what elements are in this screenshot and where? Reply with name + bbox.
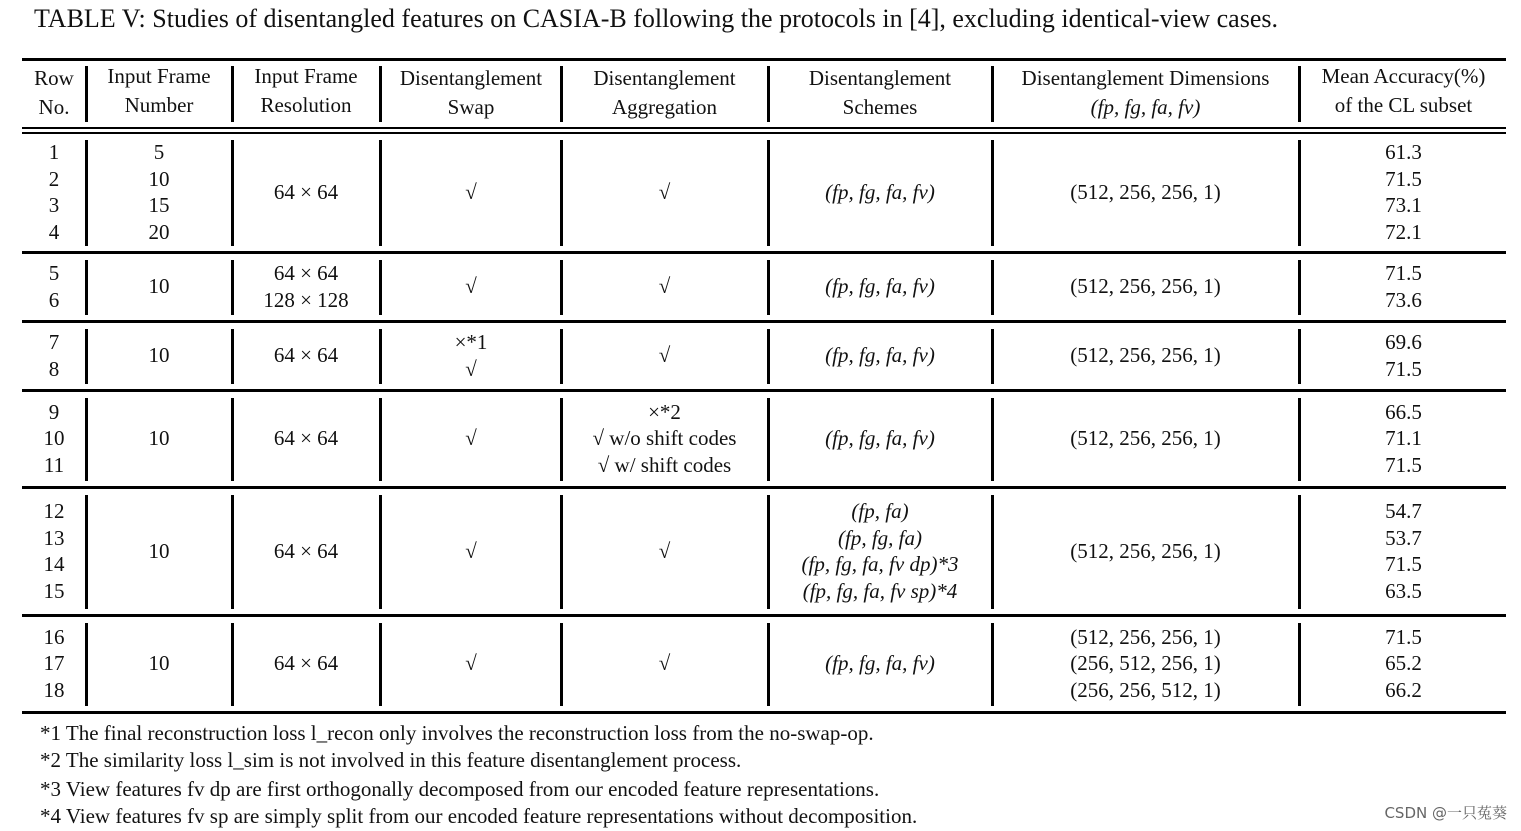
- swap-cell: √: [465, 426, 477, 451]
- accuracy-cell: 53.7: [1385, 525, 1422, 550]
- row-number: 18: [43, 677, 65, 702]
- group-rule: [22, 486, 1506, 489]
- row-number: 17: [43, 651, 65, 676]
- scheme-cell: (fp, fg, fa, fv): [825, 651, 935, 676]
- resolution-cell: 64 × 64: [273, 426, 339, 451]
- header-dimensions: Disentanglement Dimensions (fp, fg, fa, fv): [1021, 66, 1270, 119]
- accuracy-cell: 71.5: [1385, 552, 1422, 576]
- aggregation-cell: √: [658, 274, 671, 299]
- frame-number-cell: 15: [148, 193, 170, 217]
- dimensions-cell: (512, 256, 256, 1): [1070, 343, 1221, 368]
- footnote-1: *1 The final reconstruction loss l_recon only involves the reconstruction loss from the no-swap-op.: [40, 721, 874, 745]
- accuracy-cell: 63.5: [1385, 578, 1422, 603]
- top-rule: [22, 58, 1506, 61]
- header-swap: Disentanglement Swap: [399, 66, 543, 119]
- accuracy-cell: 73.1: [1385, 193, 1422, 217]
- accuracy-cell: 72.1: [1385, 219, 1422, 244]
- frame-number-cell: 10: [148, 538, 170, 563]
- aggregation-cell: √: [658, 179, 671, 204]
- scheme-cell: (fp, fg, fa, fv): [825, 426, 935, 451]
- scheme-cell: (fp, fg, fa): [838, 525, 922, 550]
- accuracy-cell: 71.5: [1385, 166, 1422, 191]
- row-number: 8: [48, 356, 60, 381]
- footnote-3: *3 View features fv dp are first orthogonally decomposed from our encoded feature representations.: [40, 777, 880, 801]
- aggregation-cell: √ w/o shift codes: [592, 426, 737, 451]
- bottom-rule: [22, 711, 1506, 714]
- dimensions-cell: (512, 256, 256, 1): [1070, 274, 1221, 299]
- table-caption: TABLE V: Studies of disentangled features on CASIA-B following the protocols in [4], excluding identical-view cases.: [34, 4, 1278, 33]
- dimensions-cell: (512, 256, 256, 1): [1070, 426, 1221, 451]
- dimensions-cell: (256, 512, 256, 1): [1070, 651, 1221, 676]
- dimensions-cell: (256, 256, 512, 1): [1070, 677, 1221, 702]
- resolution-cell: 64 × 64: [273, 179, 339, 204]
- row-number: 16: [43, 624, 65, 649]
- accuracy-cell: 66.2: [1385, 677, 1422, 702]
- row-number: 7: [48, 330, 60, 354]
- resolution-cell: 64 × 64: [273, 538, 339, 563]
- footnote-2: *2 The similarity loss l_sim is not involved in this feature disentanglement process.: [40, 748, 742, 772]
- row-number: 11: [43, 452, 65, 477]
- accuracy-cell: 66.5: [1385, 399, 1422, 424]
- swap-cell: √: [465, 356, 477, 381]
- row-number: 4: [48, 219, 60, 244]
- accuracy-cell: 61.3: [1385, 140, 1422, 164]
- accuracy-cell: 71.5: [1385, 261, 1422, 285]
- resolution-cell: 64 × 64: [273, 261, 339, 285]
- scheme-cell: (fp, fg, fa, fv): [825, 274, 935, 299]
- accuracy-cell: 54.7: [1385, 499, 1422, 523]
- header-frame-resolution: Input Frame Resolution: [254, 64, 358, 117]
- aggregation-cell: √: [658, 343, 671, 368]
- accuracy-cell: 65.2: [1385, 651, 1422, 676]
- aggregation-cell: √: [658, 651, 671, 676]
- row-number: 13: [43, 525, 65, 550]
- scheme-cell: (fp, fg, fa, fv dp)*3: [801, 552, 959, 576]
- accuracy-cell: 71.1: [1385, 426, 1422, 451]
- row-number: 12: [43, 499, 65, 523]
- group-rule: [22, 320, 1506, 323]
- frame-number-cell: 10: [148, 166, 170, 191]
- aggregation-cell: √ w/ shift codes: [597, 452, 732, 477]
- accuracy-cell: 69.6: [1385, 330, 1422, 354]
- swap-cell: √: [465, 538, 477, 563]
- header-schemes: Disentanglement Schemes: [808, 66, 952, 119]
- row-number: 15: [43, 578, 65, 603]
- swap-cell: ×*1: [454, 330, 488, 354]
- row-number: 14: [43, 552, 65, 576]
- row-number: 5: [48, 261, 60, 285]
- frame-number-cell: 10: [148, 651, 170, 676]
- group-rule: [22, 251, 1506, 254]
- accuracy-cell: 71.5: [1385, 624, 1422, 649]
- swap-cell: √: [465, 274, 477, 299]
- header-frame-number: Input Frame Number: [107, 64, 211, 117]
- resolution-cell: 64 × 64: [273, 343, 339, 368]
- header-rule: [22, 127, 1506, 129]
- group-rule: [22, 614, 1506, 617]
- group-rule: [22, 132, 1506, 134]
- aggregation-cell: √: [658, 538, 671, 563]
- footnote-4: *4 View features fv sp are simply split from our encoded feature representations without decomposition.: [40, 804, 918, 828]
- scheme-cell: (fp, fa): [851, 499, 909, 523]
- scheme-cell: (fp, fg, fa, fv sp)*4: [802, 578, 958, 603]
- swap-cell: √: [465, 651, 477, 676]
- header-row-no: Row No.: [34, 66, 74, 119]
- row-number: 6: [48, 287, 60, 312]
- accuracy-cell: 71.5: [1385, 452, 1422, 477]
- row-number: 9: [48, 399, 60, 424]
- scheme-cell: (fp, fg, fa, fv): [825, 179, 935, 204]
- group-rule: [22, 389, 1506, 392]
- swap-cell: √: [465, 179, 477, 204]
- dimensions-cell: (512, 256, 256, 1): [1070, 538, 1221, 563]
- row-number: 1: [48, 140, 60, 164]
- frame-number-cell: 5: [153, 140, 165, 164]
- accuracy-cell: 71.5: [1385, 356, 1422, 381]
- aggregation-cell: ×*2: [648, 399, 681, 424]
- header-accuracy: Mean Accuracy(%) of the CL subset: [1321, 64, 1486, 117]
- frame-number-cell: 10: [148, 426, 170, 451]
- header-aggregation: Disentanglement Aggregation: [593, 66, 736, 119]
- frame-number-cell: 10: [148, 274, 170, 299]
- dimensions-cell: (512, 256, 256, 1): [1070, 624, 1221, 649]
- accuracy-cell: 73.6: [1385, 287, 1422, 312]
- frame-number-cell: 20: [148, 219, 170, 244]
- row-number: 10: [43, 426, 65, 451]
- dimensions-cell: (512, 256, 256, 1): [1070, 179, 1221, 204]
- row-number: 3: [48, 193, 60, 217]
- watermark: CSDN @一只菟葵: [1384, 804, 1507, 822]
- scheme-cell: (fp, fg, fa, fv): [825, 343, 935, 368]
- resolution-cell: 64 × 64: [273, 651, 339, 676]
- row-number: 2: [48, 166, 60, 191]
- resolution-cell: 128 × 128: [263, 287, 349, 312]
- frame-number-cell: 10: [148, 343, 170, 368]
